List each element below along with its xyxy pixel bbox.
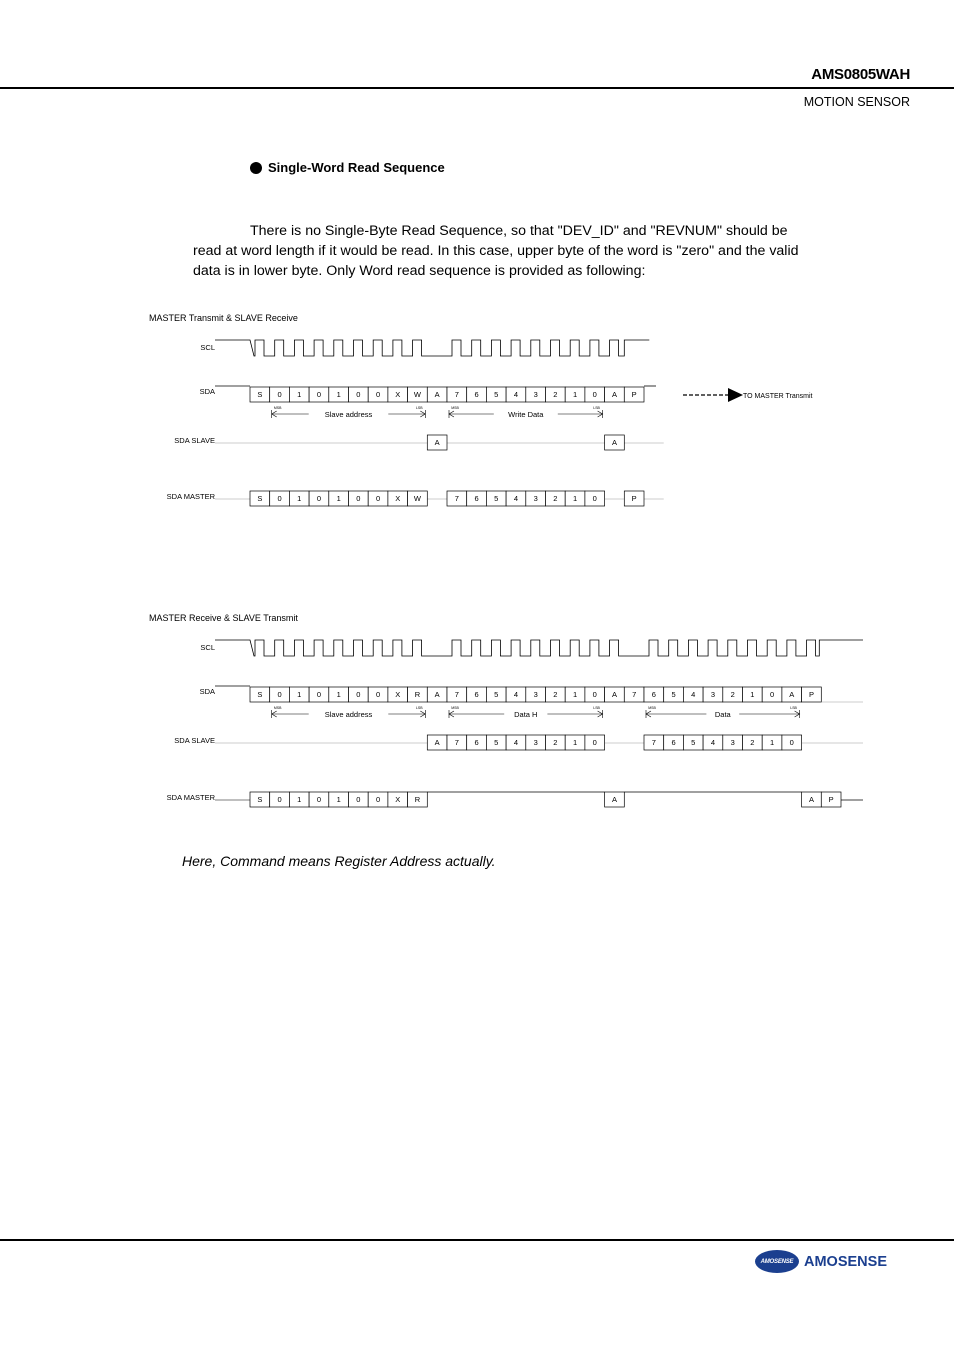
sda-cell-17: 0	[592, 390, 597, 400]
master-cell-7: X	[395, 494, 401, 504]
sda-cell-7: X	[395, 690, 401, 700]
sda-cell-8: W	[413, 390, 421, 400]
sda-cell-0: S	[257, 690, 263, 700]
bracket-slave-address-msb: MSB	[273, 706, 282, 710]
master-cell-11: 5	[494, 494, 499, 504]
diagram-write-canvas	[0, 330, 954, 520]
sda-label: SDA	[199, 687, 215, 696]
sda-cell-28: P	[808, 690, 814, 700]
scl-waveform	[215, 640, 863, 656]
sda-cell-9: A	[434, 690, 440, 700]
master-cell-14: 2	[553, 494, 558, 504]
sda-cell-22: 4	[691, 690, 696, 700]
master-cell-3: 0	[316, 795, 322, 805]
sda-master-label: SDA MASTER	[166, 793, 215, 802]
sda-master-label: SDA MASTER	[166, 492, 215, 501]
sda-cell-15: 2	[553, 390, 558, 400]
sda-cell-10: 7	[454, 690, 459, 700]
slave-cell-11: 5	[691, 738, 696, 748]
slave-cell-5: 3	[533, 738, 538, 748]
sda-slave-label: SDA SLAVE	[174, 736, 215, 745]
bracket-slave-address-lsb: LSB	[415, 406, 423, 410]
sda-cell-9: A	[434, 390, 440, 400]
sda-cell-1: 0	[277, 690, 282, 700]
sda-cell-26: 0	[769, 690, 775, 700]
slave-cell-6: 2	[553, 738, 558, 748]
master-cell-4: 1	[336, 494, 341, 504]
sda-cell-5: 0	[356, 390, 361, 400]
master-cell-12: 4	[513, 494, 519, 504]
bracket-data-h-msb: MSB	[451, 706, 459, 710]
sda-cell-18: A	[611, 390, 617, 400]
slave-cell-12: 4	[710, 738, 716, 748]
slave-cell-8: 0	[592, 738, 597, 748]
sda-cell-25: 1	[750, 690, 755, 700]
bracket-slave-address-msb: MSB	[273, 406, 282, 410]
slave-cell-1: 7	[454, 738, 459, 748]
slave-cell-10: 6	[671, 738, 676, 748]
company-logo	[755, 1250, 887, 1273]
master-cell-13: 3	[533, 494, 538, 504]
master-cell-9: A	[611, 795, 617, 805]
diagram-read-canvas	[0, 630, 954, 820]
scl-waveform	[215, 340, 649, 356]
master-cell-6: 0	[375, 494, 381, 504]
sda-cell-14: 3	[533, 690, 538, 700]
slave-cell-15: 1	[769, 738, 775, 748]
slave-cell-14: 2	[750, 738, 755, 748]
sda-cell-16: 1	[572, 390, 578, 400]
sda-cell-11: 6	[474, 390, 479, 400]
master-cell-0: S	[257, 795, 263, 805]
transmit-arrow-label: TO MASTER Transmit	[743, 393, 813, 400]
master-cell-5: 0	[356, 494, 361, 504]
note: Here, Command means Register Address actually.	[182, 853, 496, 869]
slave-cell-2: 6	[474, 738, 479, 748]
diagram-read	[0, 630, 954, 820]
sda-cell-17: 0	[592, 690, 597, 700]
bracket-write-data-lsb: LSB	[593, 406, 600, 410]
sda-cell-4: 1	[336, 390, 341, 400]
footer-rule	[0, 1239, 954, 1241]
logo-badge: AMOSENSE	[755, 1250, 799, 1273]
master-cell-2: 1	[297, 494, 302, 504]
header-rule	[0, 87, 954, 89]
sda-cell-2: 1	[297, 390, 302, 400]
document-subtitle: MOTION SENSOR	[803, 95, 910, 109]
sda-cell-21: 5	[671, 690, 676, 700]
slave-cell-4: 4	[513, 738, 519, 748]
bracket-slave-address-label: Slave address	[324, 410, 373, 419]
sda-cell-10: 7	[454, 390, 459, 400]
sda-cell-19: P	[631, 390, 637, 400]
sda-cell-12: 5	[494, 690, 499, 700]
master-cell-1: 0	[277, 494, 282, 504]
slave-cell-3: 5	[494, 738, 499, 748]
sda-cell-15: 2	[553, 690, 558, 700]
sda-cell-7: X	[395, 390, 401, 400]
bracket-data-label: Data	[714, 710, 731, 719]
section-heading-text: Single-Word Read Sequence	[268, 160, 445, 175]
bullet-icon	[250, 162, 262, 174]
master-cell-17: P	[631, 494, 637, 504]
diagram-write-title: MASTER Transmit & SLAVE Receive	[149, 313, 298, 323]
sda-slave-label: SDA SLAVE	[174, 436, 215, 445]
master-cell-1: 0	[277, 795, 282, 805]
slave-cell-0: A	[434, 738, 440, 748]
sda-cell-0: S	[257, 390, 263, 400]
transmit-arrow-head	[728, 388, 743, 402]
sda-cell-6: 0	[375, 390, 381, 400]
sda-cell-18: A	[611, 690, 617, 700]
sda-cell-23: 3	[710, 690, 716, 700]
slave-cell-0: A	[434, 438, 440, 448]
scl-label: SCL	[200, 343, 215, 352]
part-number: AMS0805WAH	[811, 66, 910, 83]
sda-cell-13: 4	[513, 690, 519, 700]
master-cell-3: 0	[316, 494, 322, 504]
sda-cell-2: 1	[297, 690, 302, 700]
master-cell-7: X	[395, 795, 401, 805]
diagram-write	[0, 330, 954, 520]
master-cell-6: 0	[375, 795, 381, 805]
master-cell-8: R	[414, 795, 421, 805]
bracket-slave-address-label: Slave address	[324, 710, 373, 719]
sda-cell-24: 2	[730, 690, 735, 700]
bracket-write-data-label: Write Data	[508, 410, 544, 419]
sda-cell-20: 6	[651, 690, 656, 700]
master-cell-11: P	[828, 795, 834, 805]
sda-cell-14: 3	[533, 390, 538, 400]
sda-cell-13: 4	[513, 390, 519, 400]
slave-cell-9: 7	[651, 738, 656, 748]
scl-label: SCL	[200, 643, 215, 652]
master-cell-10: A	[808, 795, 814, 805]
bracket-data-lsb: LSB	[790, 706, 797, 710]
master-cell-2: 1	[297, 795, 302, 805]
sda-cell-3: 0	[316, 390, 322, 400]
section-heading	[250, 160, 445, 175]
slave-cell-16: 0	[789, 738, 794, 748]
logo-text: AMOSENSE	[804, 1253, 887, 1270]
master-cell-9: 7	[454, 494, 459, 504]
sda-cell-8: R	[414, 690, 421, 700]
master-cell-15: 1	[572, 494, 578, 504]
sda-cell-16: 1	[572, 690, 578, 700]
sda-cell-6: 0	[375, 690, 381, 700]
bracket-data-h-lsb: LSB	[593, 706, 600, 710]
sda-cell-4: 1	[336, 690, 341, 700]
sda-cell-27: A	[789, 690, 795, 700]
sda-cell-1: 0	[277, 390, 282, 400]
master-cell-0: S	[257, 494, 263, 504]
sda-cell-19: 7	[632, 690, 637, 700]
master-cell-8: W	[413, 494, 421, 504]
sda-cell-12: 5	[494, 390, 499, 400]
bracket-slave-address-lsb: LSB	[415, 706, 423, 710]
slave-cell-1: A	[611, 438, 617, 448]
master-cell-5: 0	[356, 795, 361, 805]
master-cell-16: 0	[592, 494, 597, 504]
sda-label: SDA	[199, 387, 215, 396]
sda-cell-5: 0	[356, 690, 361, 700]
slave-cell-13: 3	[730, 738, 735, 748]
master-cell-4: 1	[336, 795, 341, 805]
slave-cell-7: 1	[572, 738, 578, 748]
master-cell-10: 6	[474, 494, 479, 504]
bracket-data-msb: MSB	[648, 706, 656, 710]
bracket-data-h-label: Data H	[514, 710, 538, 719]
intro-paragraph: There is no Single-Byte Read Sequence, so that "DEV_ID" and "REVNUM" should be read at word length if it would be read. In this case, upper byte of the word is "zero" and the valid data is in lower byte. Only Word read sequence is provided as following:	[193, 223, 799, 280]
diagram-read-title: MASTER Receive & SLAVE Transmit	[149, 613, 298, 623]
sda-cell-3: 0	[316, 690, 322, 700]
sda-cell-11: 6	[474, 690, 479, 700]
bracket-write-data-msb: MSB	[451, 406, 459, 410]
